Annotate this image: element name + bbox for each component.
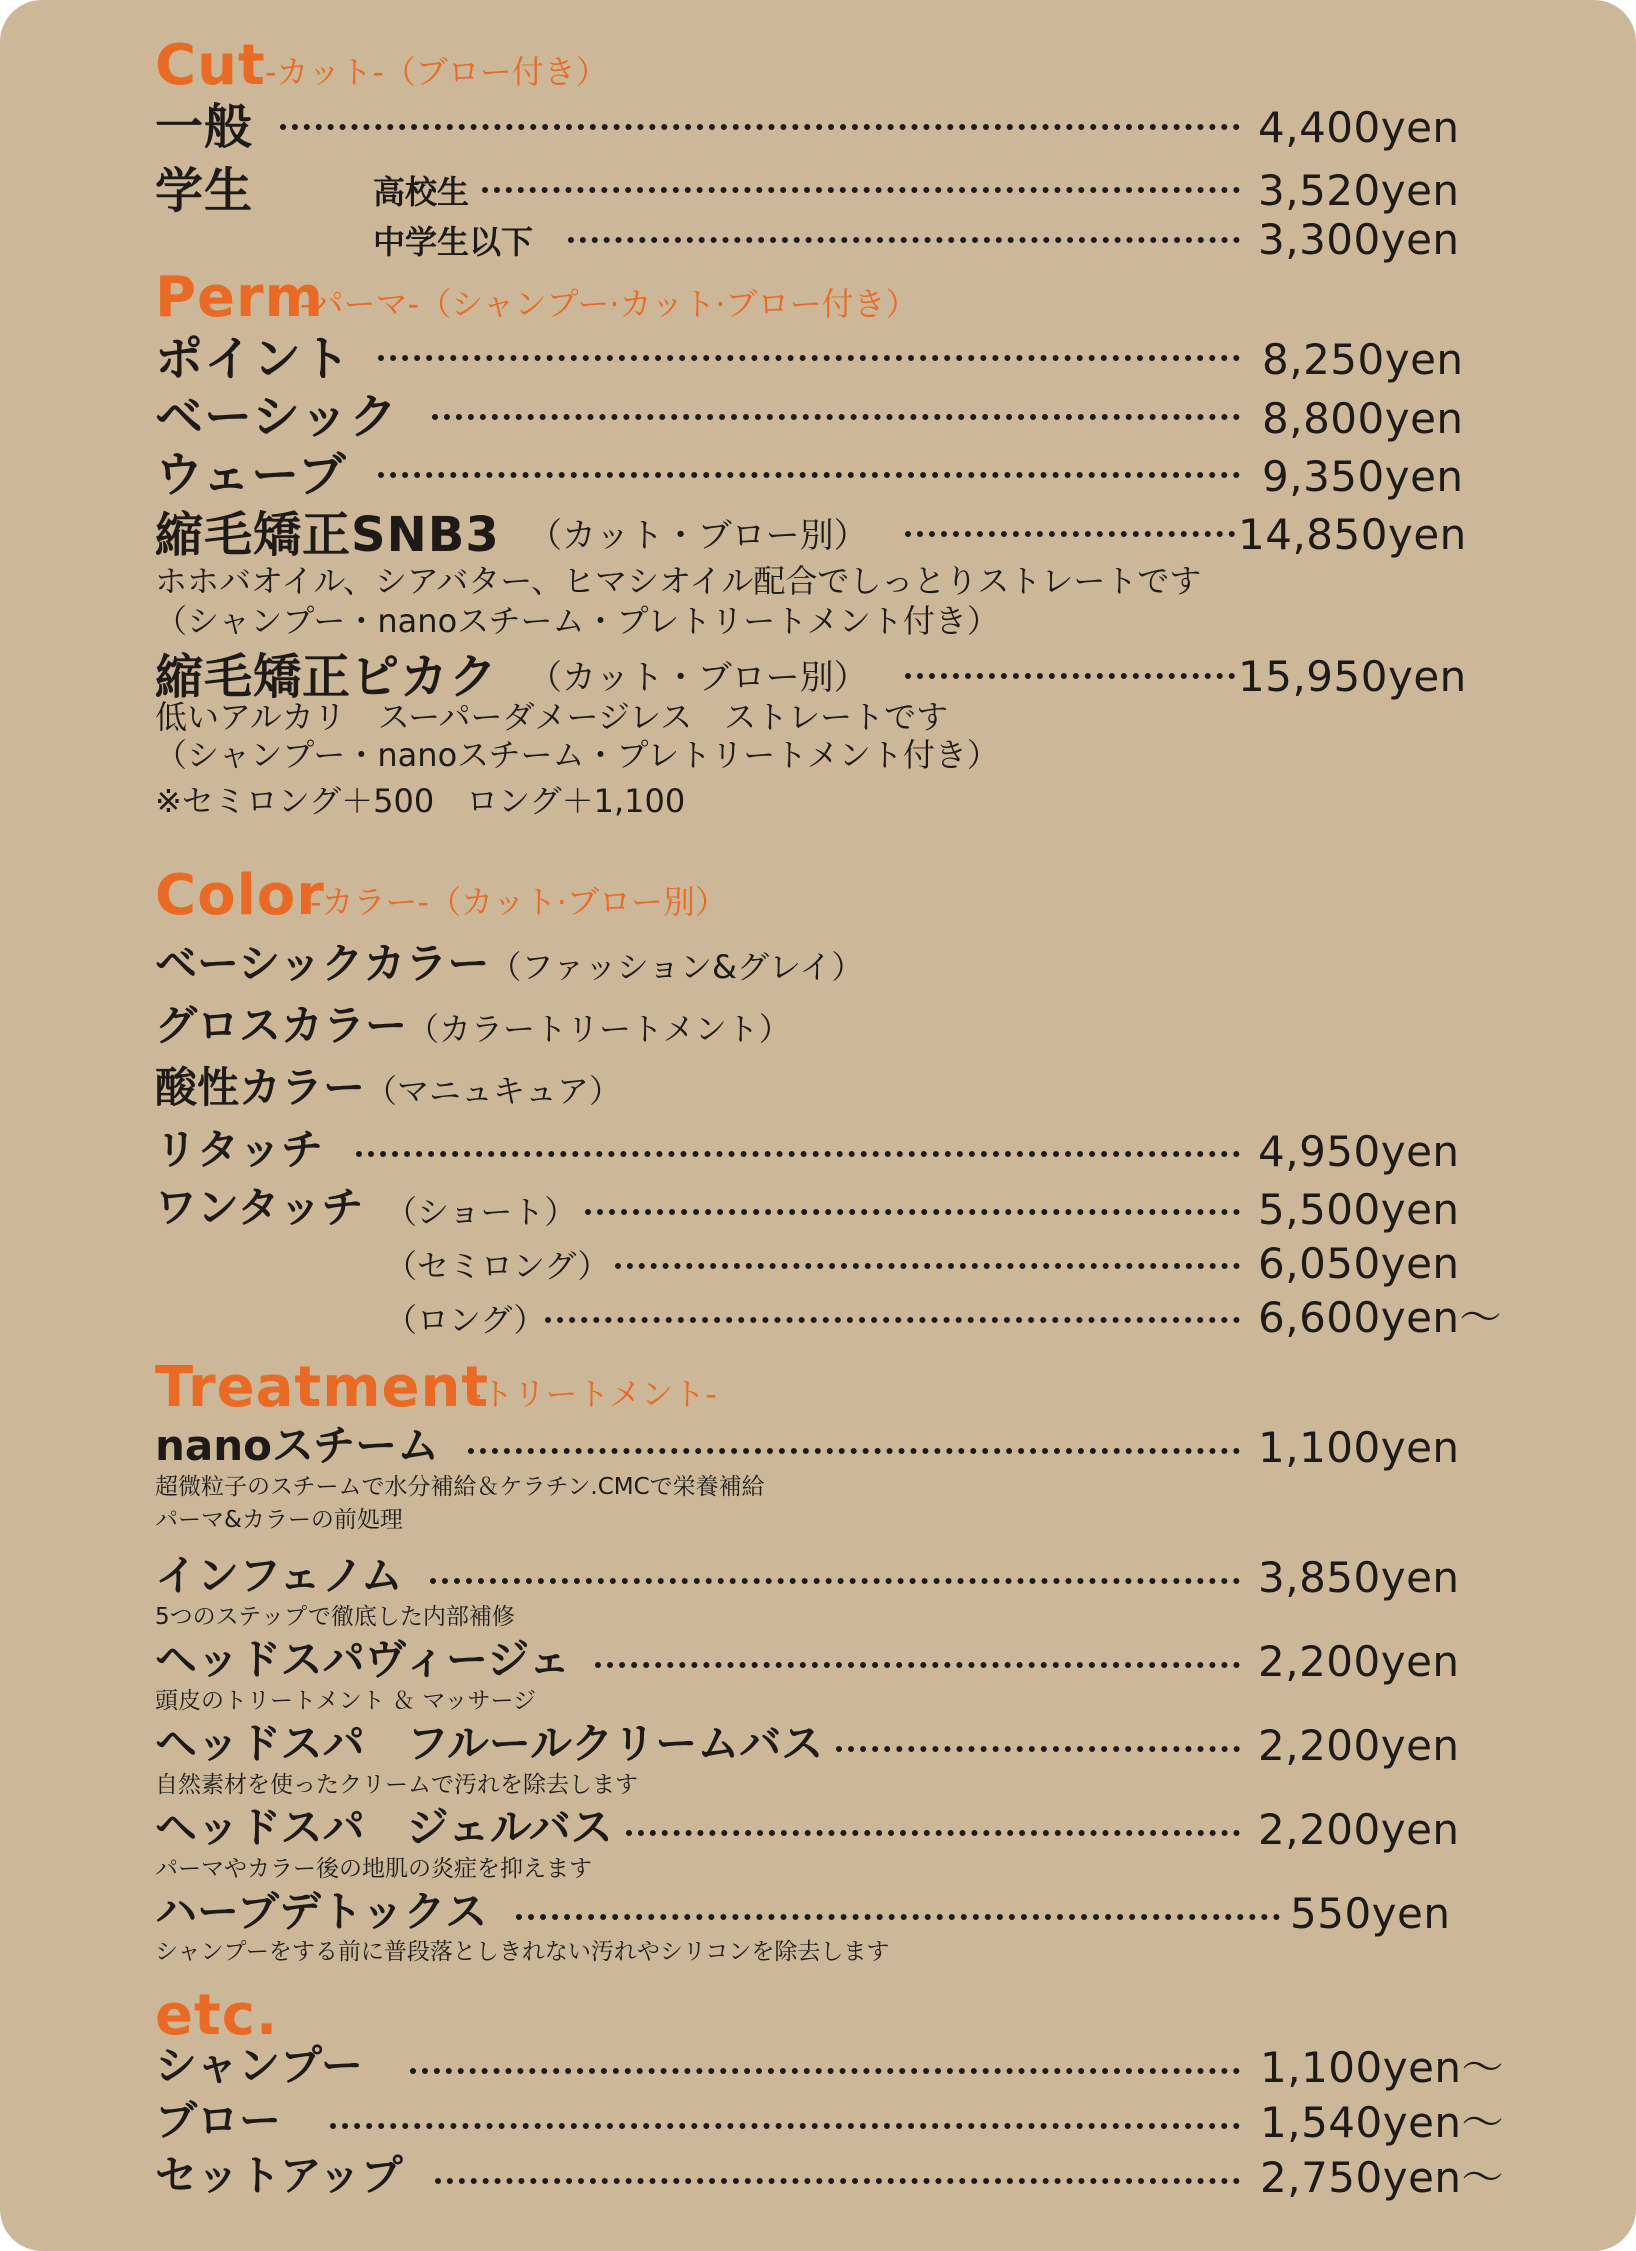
item-name-general: 一般 bbox=[155, 99, 254, 155]
item-price-blow: 1,540yen〜 bbox=[1260, 2098, 1505, 2147]
item-name-head-spa-gel: ヘッドスパ ジェルバス bbox=[155, 1803, 613, 1852]
item-note-acid-color: （マニュキュア） bbox=[365, 1072, 622, 1110]
item-price-high-school: 3,520yen bbox=[1258, 166, 1460, 215]
item-name-pikaku: 縮毛矯正ピカク bbox=[155, 649, 499, 705]
item-price-setup: 2,750yen〜 bbox=[1260, 2153, 1505, 2202]
section-subtitle-cut: -カット-（ブロー付き） bbox=[265, 53, 608, 91]
item-price-head-spa-vij: 2,200yen bbox=[1258, 1637, 1460, 1686]
item-name-herb-detox: ハーブデトックス bbox=[155, 1887, 488, 1936]
leader-dots bbox=[595, 1662, 1240, 1668]
item-note-snb3: （カット・ブロー別） bbox=[528, 516, 868, 556]
leader-dots bbox=[410, 2068, 1240, 2074]
section-title-color: Color bbox=[155, 863, 325, 928]
leader-dots bbox=[615, 1263, 1240, 1269]
item-desc-herb-detox: シャンプーをする前に普段落としきれない汚れやシリコンを除去します bbox=[155, 1939, 890, 1965]
item-name-basic-color: ベーシックカラー（ファッション&グレイ） bbox=[155, 939, 864, 988]
item-name-basic-perm: ベーシック bbox=[155, 389, 399, 445]
item-desc-infenom: 5つのステップで徹底した内部補修 bbox=[155, 1604, 515, 1630]
leader-dots bbox=[545, 1317, 1240, 1323]
item-desc-pikaku-2: （シャンプー・nanoスチーム・プレトリートメント付き） bbox=[155, 736, 999, 774]
item-price-shampoo: 1,100yen〜 bbox=[1260, 2043, 1505, 2092]
item-price-infenom: 3,850yen bbox=[1258, 1553, 1460, 1602]
leader-dots bbox=[330, 2123, 1240, 2129]
item-desc-head-spa-fleur: 自然素材を使ったクリームで汚れを除去します bbox=[155, 1772, 638, 1798]
item-label-semi-long: （セミロング） bbox=[385, 1247, 610, 1285]
item-desc-pikaku: 低いアルカリ スーパーダメージレス ストレートです bbox=[155, 698, 949, 736]
item-price-head-spa-fleur: 2,200yen bbox=[1258, 1721, 1460, 1770]
leader-dots bbox=[905, 673, 1235, 679]
item-desc-nano-steam-2: パーマ&カラーの前処理 bbox=[155, 1507, 403, 1533]
item-name-onetouch: ワンタッチ bbox=[155, 1183, 364, 1232]
item-name-point: ポイント bbox=[155, 331, 352, 387]
item-price-long: 6,600yen〜 bbox=[1258, 1293, 1503, 1342]
item-name-infenom: インフェノム bbox=[155, 1551, 403, 1600]
item-name-acid-color: 酸性カラー（マニュキュア） bbox=[155, 1063, 622, 1112]
item-name-snb3: 縮毛矯正SNB3 bbox=[155, 507, 500, 563]
leader-dots bbox=[435, 2178, 1240, 2184]
item-note-basic-color: （ファッション&グレイ） bbox=[489, 948, 864, 986]
item-price-pikaku: 15,950yen bbox=[1238, 652, 1467, 701]
item-desc-head-spa-vij: 頭皮のトリートメント ＆ マッサージ bbox=[155, 1688, 537, 1714]
item-name-head-spa-fleur: ヘッドスパ フルールクリームバス bbox=[155, 1719, 824, 1768]
leader-dots bbox=[585, 1209, 1240, 1215]
item-price-head-spa-gel: 2,200yen bbox=[1258, 1805, 1460, 1854]
item-name-wave: ウェーブ bbox=[155, 447, 347, 503]
item-price-retouch: 4,950yen bbox=[1258, 1127, 1460, 1176]
item-name-shampoo: シャンプー bbox=[155, 2041, 363, 2090]
section-title-etc: etc. bbox=[155, 1983, 279, 2048]
leader-dots bbox=[568, 237, 1240, 243]
perm-length-surcharge: ※セミロング＋500 ロング＋1,100 bbox=[155, 782, 686, 820]
leader-dots bbox=[430, 1578, 1240, 1584]
item-price-short: 5,500yen bbox=[1258, 1185, 1460, 1234]
leader-dots bbox=[432, 414, 1240, 420]
item-name-nano-steam: nanoスチーム bbox=[155, 1421, 440, 1470]
section-subtitle-color: -カラー-（カット·ブロー別） bbox=[310, 883, 727, 921]
leader-dots bbox=[626, 1830, 1240, 1836]
item-price-basic-perm: 8,800yen bbox=[1262, 394, 1464, 443]
leader-dots bbox=[378, 472, 1240, 478]
leader-dots bbox=[836, 1746, 1240, 1752]
section-subtitle-treatment: -トリートメント- bbox=[470, 1375, 717, 1413]
item-desc-snb3-2: （シャンプー・nanoスチーム・プレトリートメント付き） bbox=[155, 602, 999, 640]
item-price-wave: 9,350yen bbox=[1262, 452, 1464, 501]
item-name-junior: 中学生以下 bbox=[373, 223, 534, 261]
item-name-retouch: リタッチ bbox=[155, 1125, 324, 1174]
section-title-perm: Perm bbox=[155, 265, 324, 330]
item-name-student: 学生 bbox=[155, 163, 254, 219]
item-price-herb-detox: 550yen bbox=[1290, 1889, 1451, 1938]
section-subtitle-perm: -パーマ-（シャンプー·カット·ブロー付き） bbox=[300, 285, 918, 323]
item-label-short: （ショート） bbox=[385, 1193, 577, 1231]
item-name-blow: ブロー bbox=[155, 2096, 282, 2145]
item-desc-snb3: ホホバオイル、シアバター、ヒマシオイル配合でしっとりストレートです bbox=[155, 562, 1202, 600]
item-name-setup: セットアップ bbox=[155, 2151, 403, 2200]
item-price-semi-long: 6,050yen bbox=[1258, 1239, 1460, 1288]
item-price-point: 8,250yen bbox=[1262, 335, 1464, 384]
item-name-gloss-color: グロスカラー（カラートリートメント） bbox=[155, 1001, 791, 1050]
leader-dots bbox=[516, 1914, 1280, 1920]
leader-dots bbox=[356, 1151, 1240, 1157]
leader-dots bbox=[482, 187, 1240, 193]
item-price-snb3: 14,850yen bbox=[1238, 510, 1467, 559]
leader-dots bbox=[468, 1448, 1240, 1454]
leader-dots bbox=[280, 124, 1240, 130]
item-price-nano-steam: 1,100yen bbox=[1258, 1423, 1460, 1472]
item-label-long: （ロング） bbox=[385, 1301, 546, 1339]
section-title-treatment: Treatment bbox=[155, 1355, 490, 1420]
item-name-head-spa-vij: ヘッドスパヴィージェ bbox=[155, 1635, 571, 1684]
section-title-cut: Cut bbox=[155, 33, 266, 98]
item-desc-nano-steam: 超微粒子のスチームで水分補給＆ケラチン.CMCで栄養補給 bbox=[155, 1474, 765, 1500]
item-note-pikaku: （カット・ブロー別） bbox=[528, 658, 868, 698]
item-price-general: 4,400yen bbox=[1258, 103, 1460, 152]
item-name-high-school: 高校生 bbox=[373, 173, 470, 211]
leader-dots bbox=[378, 355, 1240, 361]
item-note-gloss-color: （カラートリートメント） bbox=[407, 1010, 791, 1048]
item-price-junior: 3,300yen bbox=[1258, 215, 1460, 264]
item-desc-head-spa-gel: パーマやカラー後の地肌の炎症を抑えます bbox=[155, 1856, 592, 1882]
leader-dots bbox=[905, 531, 1235, 537]
